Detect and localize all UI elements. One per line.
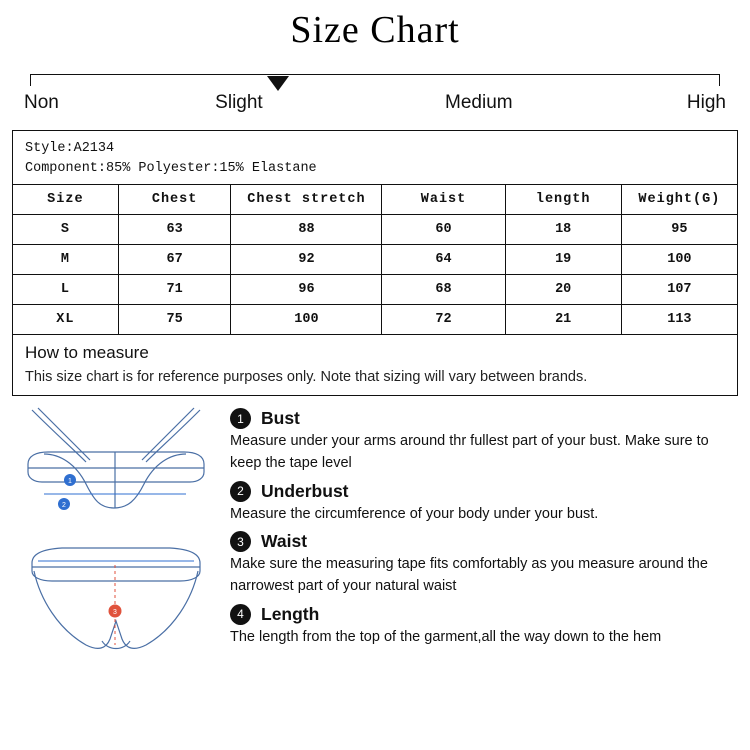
cell-length: 18	[505, 215, 621, 245]
scale-tick-start	[30, 74, 31, 86]
product-meta	[13, 131, 737, 184]
measurement-guide	[0, 402, 750, 677]
scale-tick-end	[719, 74, 720, 86]
cell-waist: 64	[382, 245, 505, 275]
step-4-title: Length	[261, 603, 320, 624]
scale-label-slight: Slight	[215, 92, 263, 113]
garment-diagrams	[14, 402, 224, 677]
step-2-header	[230, 481, 736, 502]
svg-text:1: 1	[68, 478, 72, 486]
cell-size: S	[13, 215, 118, 245]
th-size: Size	[13, 185, 118, 215]
cell-weight: 107	[621, 275, 737, 305]
step-1-title: Bust	[261, 408, 300, 429]
table-row	[13, 215, 737, 245]
style-code: Style:A2134	[25, 141, 115, 156]
step-4-text: The length from the top of the garment,all the way down to the hem	[230, 628, 662, 645]
th-weight: Weight(G)	[621, 185, 737, 215]
cell-size: XL	[13, 305, 118, 335]
measurement-steps	[224, 402, 736, 677]
cell-chest-stretch: 100	[231, 305, 382, 335]
scale-marker-arrow	[267, 76, 289, 91]
table-header-row	[13, 185, 737, 215]
page-title: Size Chart	[290, 9, 460, 51]
table-row	[13, 245, 737, 275]
cell-chest-stretch: 88	[231, 215, 382, 245]
step-3-text: Make sure the measuring tape fits comfortably as you measure around the narrowest part of your natural waist	[230, 556, 708, 595]
th-chest-stretch: Chest stretch	[231, 185, 382, 215]
step-2-badge: 2	[230, 481, 251, 502]
cell-size: M	[13, 245, 118, 275]
cell-chest: 63	[118, 215, 231, 245]
step-2-text: Measure the circumference of your body under your bust.	[230, 505, 599, 522]
cell-chest: 75	[118, 305, 231, 335]
cell-waist: 68	[382, 275, 505, 305]
scale-label-high: High	[686, 92, 726, 113]
cell-weight: 113	[621, 305, 737, 335]
th-length: length	[505, 185, 621, 215]
step-3-title: Waist	[261, 531, 308, 552]
stretch-scale	[22, 62, 728, 124]
th-chest: Chest	[118, 185, 231, 215]
cell-chest: 71	[118, 275, 231, 305]
cell-weight: 100	[621, 245, 737, 275]
th-waist: Waist	[382, 185, 505, 215]
size-info-box	[12, 130, 738, 396]
table-row	[13, 305, 737, 335]
step-3-badge: 3	[230, 531, 251, 552]
step-3-header	[230, 531, 736, 552]
scale-label-medium: Medium	[445, 92, 513, 113]
cell-weight: 95	[621, 215, 737, 245]
cell-chest-stretch: 92	[231, 245, 382, 275]
bra-diagram-icon	[14, 402, 219, 537]
cell-length: 20	[505, 275, 621, 305]
panty-diagram-icon	[14, 537, 219, 677]
cell-length: 19	[505, 245, 621, 275]
component-text: Component:85% Polyester:15% Elastane	[25, 160, 317, 176]
step-1-badge: 1	[230, 408, 251, 429]
svg-text:2: 2	[62, 502, 66, 510]
scale-labels	[22, 92, 728, 114]
svg-text:3: 3	[113, 609, 117, 617]
cell-chest: 67	[118, 245, 231, 275]
cell-chest-stretch: 96	[231, 275, 382, 305]
cell-waist: 60	[382, 215, 505, 245]
step-2-title: Underbust	[261, 480, 349, 501]
size-table	[13, 184, 737, 334]
cell-waist: 72	[382, 305, 505, 335]
cell-length: 21	[505, 305, 621, 335]
step-4-badge: 4	[230, 604, 251, 625]
scale-label-non: Non	[24, 92, 59, 113]
step-4-header	[230, 604, 736, 625]
how-to-measure-heading: How to measure	[13, 334, 737, 367]
cell-size: L	[13, 275, 118, 305]
table-row	[13, 275, 737, 305]
scale-line	[30, 74, 720, 75]
step-1-header	[230, 408, 736, 429]
size-chart-note: This size chart is for reference purposes only. Note that sizing will vary between brands.	[25, 369, 588, 386]
step-1-text: Measure under your arms around thr fullest part of your bust. Make sure to keep the tape level	[230, 433, 709, 471]
